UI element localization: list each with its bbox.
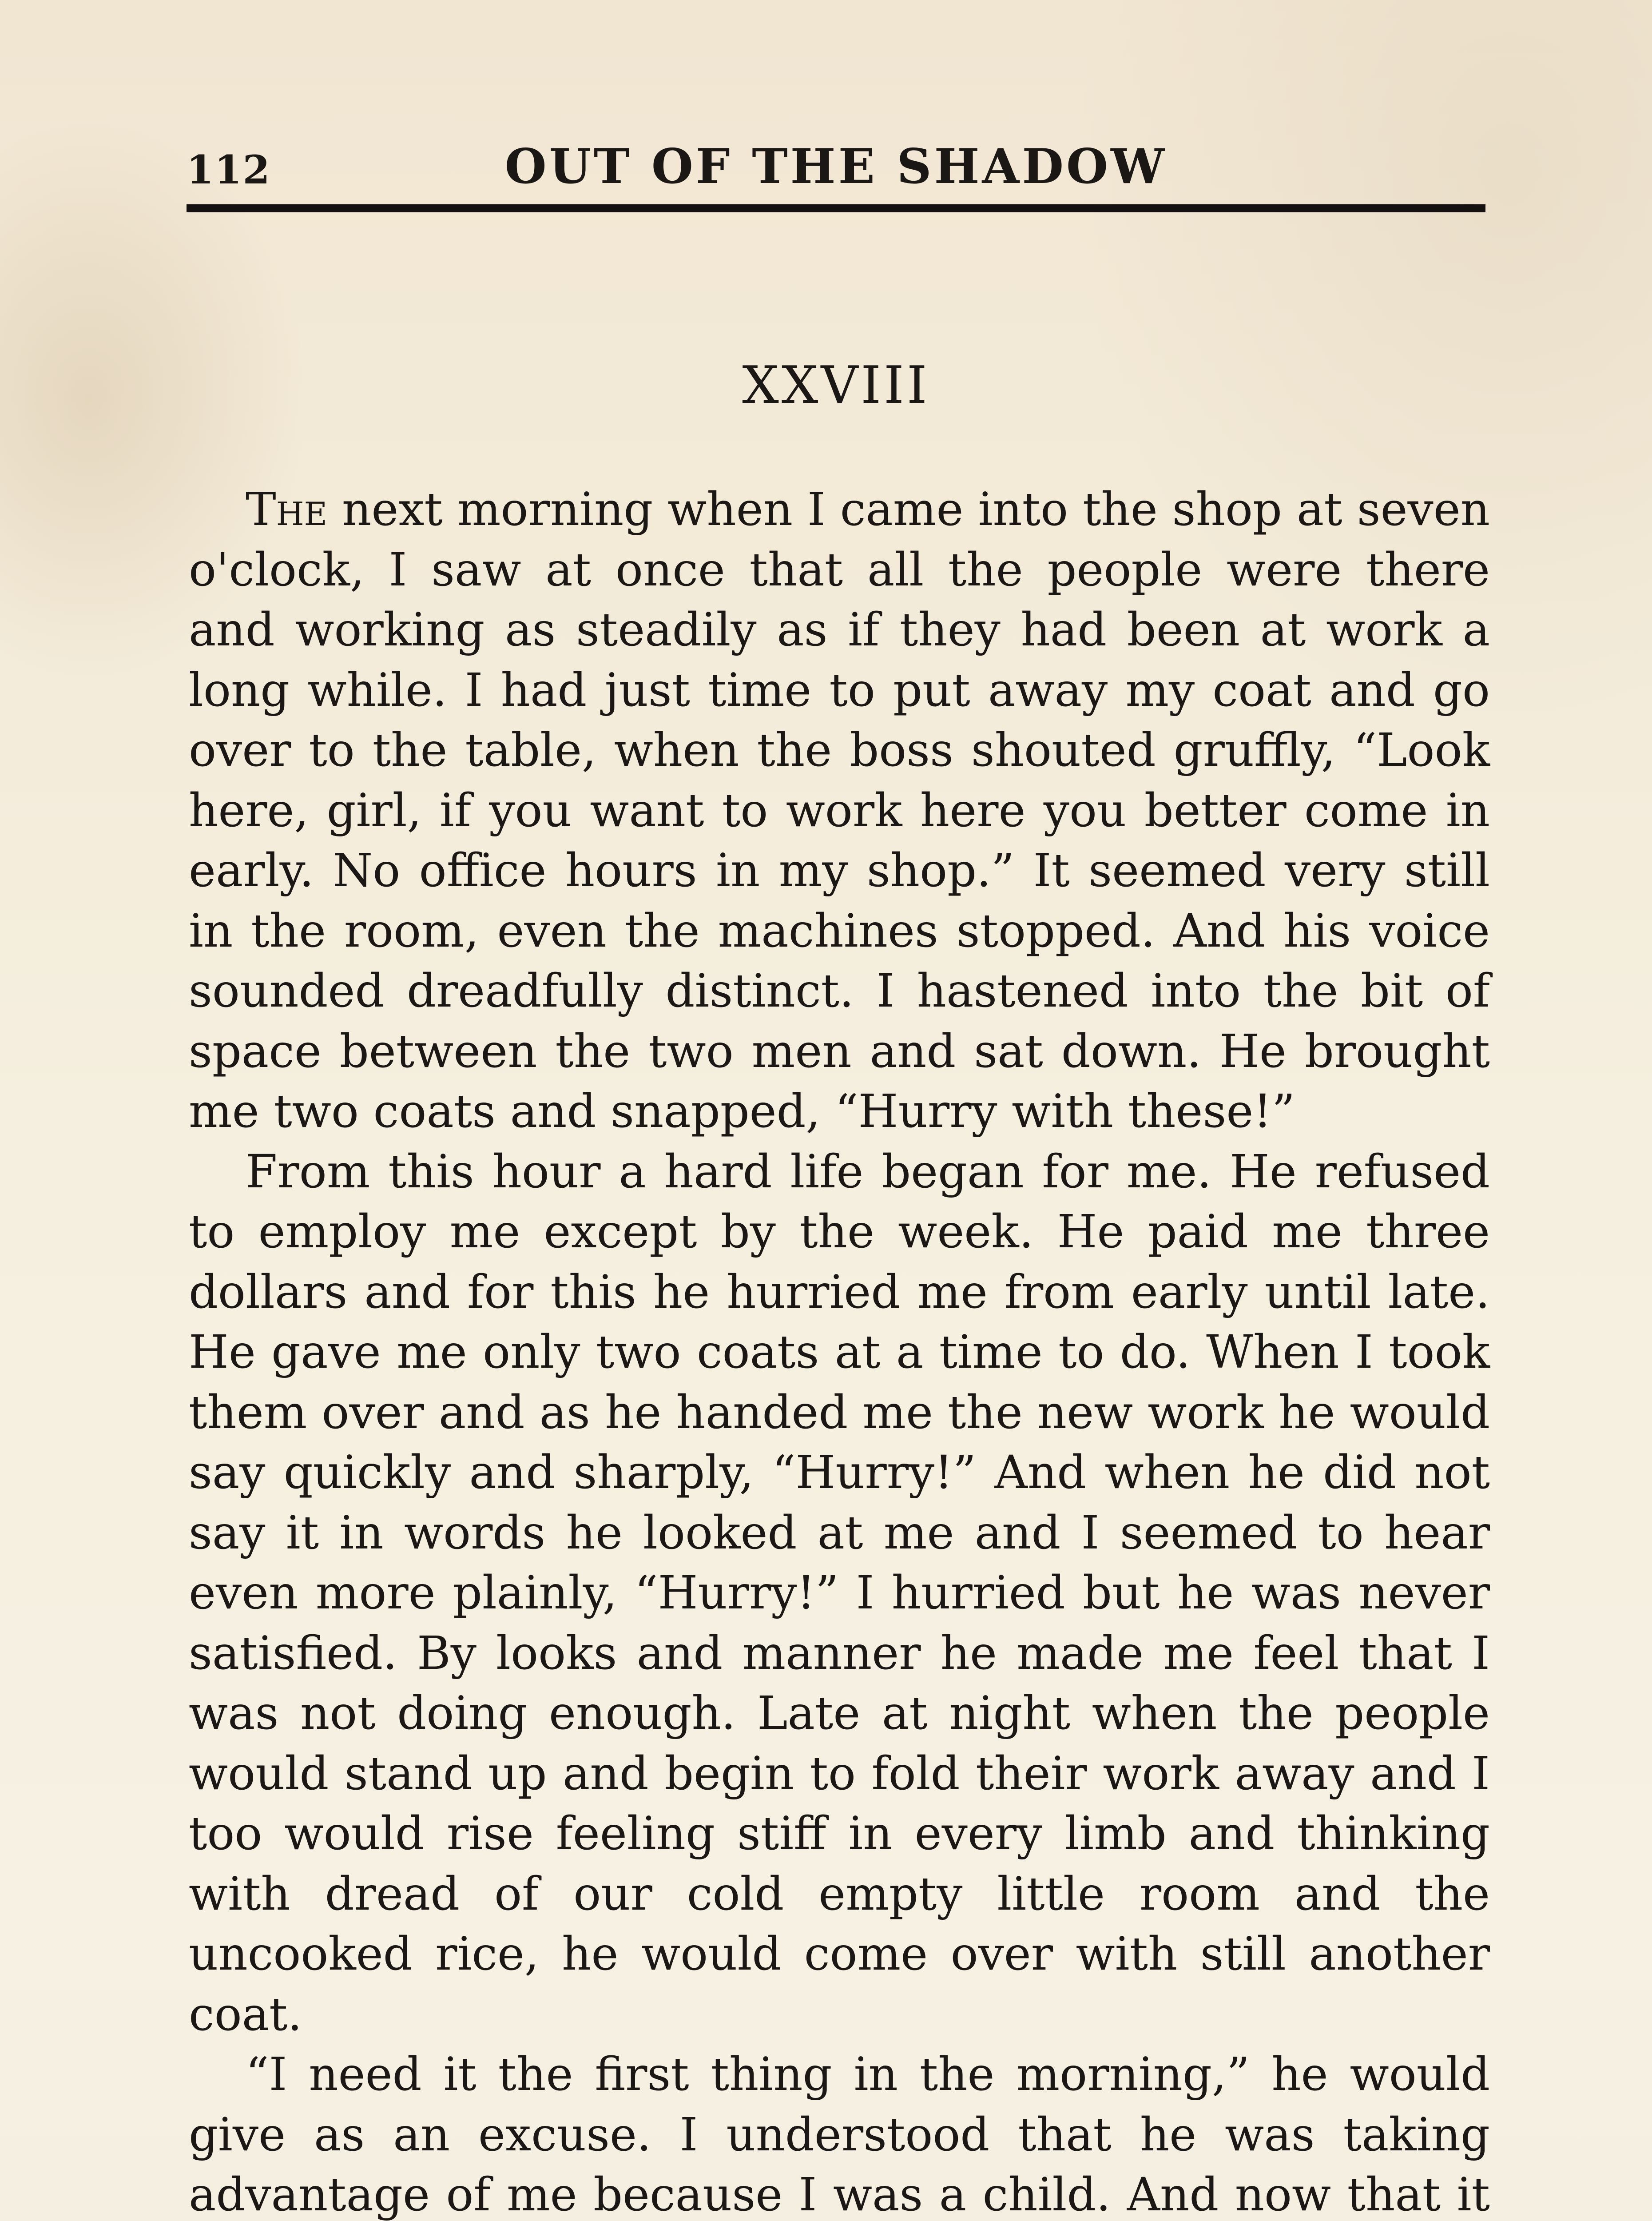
header-rule: [187, 204, 1485, 212]
running-head: OUT OF THE SHADOW: [504, 139, 1168, 195]
paragraph-text: “I need it the first thing in the morning,” he would give as an excuse. I understood that he was taking advantage of me because I was a child. And now that it: [189, 2048, 1490, 2221]
paragraph-1: [189, 480, 1490, 1142]
paragraph-2: [189, 1142, 1490, 2045]
paragraph-3: [189, 2045, 1490, 2221]
paragraph-text: From this hour a hard life began for me. He refused to employ me except by the week. He paid me three dollars and for this he hurried me from early until late. He gave me only two coats at a time to do. When I took them over and as he handed me the new work he would say quickly and sharply, “Hurry!” And when he did not say it in words he looked at me and I seemed to hear even more plainly, “Hurry!” I hurried but he was never satisfied. By looks and manner he made me feel that I was not doing enough. Late at night when the people would stand up and begin to fold their work away and I too would rise feeling stiff in every limb and thinking with dread of our cold empty little room and the uncooked rice, he would come over with still another coat.: [189, 1145, 1490, 2041]
paragraph-text: next morning when I came into the shop at seven o'clock, I saw at once that all the people were there and working as steadily as if they had been at work a long while. I had just time to put away my coat and go over to the table, when the boss shouted gruffly, “Look here, girl, if you want to work here you better come in early. No office hours in my shop.” It seemed very still in the room, even the machines stopped. And his voice sounded dreadfully distinct. I hastened into the bit of space between the two men and sat down. He brought me two coats and snapped, “Hurry with these!”: [189, 483, 1490, 1138]
paragraph-lead: The: [246, 483, 328, 536]
chapter-number: XXVIII: [742, 355, 930, 415]
body-text: [189, 480, 1490, 2221]
page-header: [187, 133, 1485, 195]
page-number: 112: [187, 147, 271, 193]
